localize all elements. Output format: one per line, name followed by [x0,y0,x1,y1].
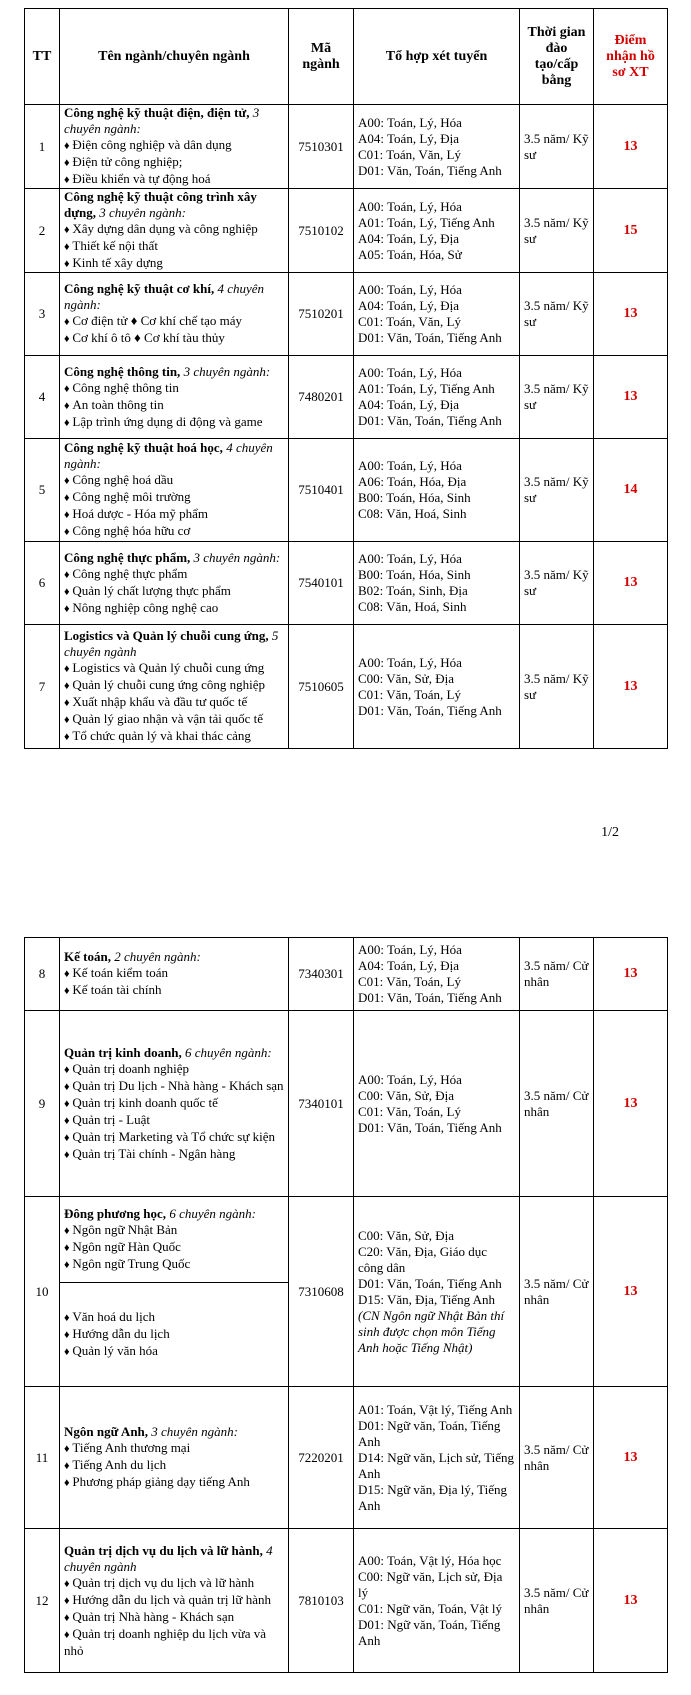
admission-combos [354,273,520,356]
major-title: Quản trị kinh doanh, [64,1044,182,1060]
specialization-item: ♦ Quản lý giao nhận và vận tải quốc tế [64,711,284,728]
admission-combos [354,1529,520,1673]
combo-item: C00: Ngữ văn, Lịch sử, Địa lý [358,1568,503,1600]
major-code: 7810103 [289,1529,354,1673]
combo-item: A01: Toán, Lý, Tiếng Anh [358,214,495,230]
major-specialization-count: 3 chuyên ngành: [148,1424,238,1439]
specialization-item: ♦ Ngôn ngữ Nhật Bản [64,1222,284,1239]
specialization-item: ♦ Quản trị Marketing và Tổ chức sự kiện [64,1129,284,1146]
specialization-item: ♦ Cơ điện tử ♦ Cơ khí chế tạo máy [64,313,284,330]
admission-combos [354,1387,520,1529]
specialization-item: ♦ Kế toán kiểm toán [64,965,284,982]
admission-score: 13 [594,625,668,749]
row-number: 2 [25,189,60,273]
combo-item: A00: Toán, Vật lý, Hóa học [358,1552,502,1568]
specialization-item: ♦ Quản trị doanh nghiệp [64,1061,284,1078]
specialization-item: ♦ Hướng dẫn du lịch [64,1326,284,1343]
specialization-item: ♦ Quản trị Du lịch - Nhà hàng - Khách sạn [64,1078,284,1095]
specialization-item: ♦ Xây dựng dân dụng và công nghiệp [64,221,284,238]
specialization-item: ♦ Kinh tế xây dựng [64,255,284,272]
training-duration: 3.5 năm/ Kỹ sư [520,189,594,273]
admission-score: 13 [594,273,668,356]
major-name-cell [60,273,289,356]
training-duration: 3.5 năm/ Cử nhân [520,1529,594,1673]
specialization-item: ♦ Quản lý chuỗi cung ứng công nghiệp [64,677,284,694]
major-title: Ngôn ngữ Anh, [64,1424,149,1439]
combo-item: A04: Toán, Lý, Địa [358,298,460,313]
admission-score: 13 [594,1197,668,1387]
specialization-item: ♦ Tiếng Anh thương mại [64,1440,284,1457]
table-row [25,1197,668,1283]
major-title: Đông phương học, [64,1206,167,1221]
table-header-row [25,9,668,105]
combo-item: D01: Văn, Toán, Tiếng Anh [358,990,502,1005]
major-code: 7510401 [289,439,354,542]
specialization-item: ♦ Quản trị kinh doanh quốc tế [64,1095,284,1112]
specialization-item: ♦ Thiết kế nội thất [64,238,284,255]
major-title: Công nghệ thông tin, [64,363,181,379]
majors-table-page-2 [24,937,668,1673]
combo-item: D01: Văn, Toán, Tiếng Anh [358,1275,502,1291]
admission-score: 13 [594,356,668,439]
major-specialization-count: 4 chuyên ngành: [64,440,273,471]
specialization-item: ♦ Quản lý chất lượng thực phẩm [64,583,284,600]
combo-item: A06: Toán, Hóa, Địa [358,474,467,489]
admission-combos [354,1197,520,1387]
combo-item: A04: Toán, Lý, Địa [358,397,460,412]
major-name-cell [60,439,289,542]
major-name-cell [60,625,289,749]
combo-item: C08: Văn, Hoá, Sinh [358,506,467,521]
major-specialization-count: 3 chuyên ngành: [64,105,260,136]
training-duration: 3.5 năm/ Kỹ sư [520,273,594,356]
specialization-item: ♦ Công nghệ môi trường [64,489,284,506]
major-code: 7340101 [289,1011,354,1197]
major-code: 7220201 [289,1387,354,1529]
training-duration: 3.5 năm/ Kỹ sư [520,542,594,625]
combo-item: A00: Toán, Lý, Hóa [358,365,462,380]
row-number: 6 [25,542,60,625]
specialization-item: ♦ Hoá dược - Hóa mỹ phẩm [64,506,284,523]
table-row [25,105,668,189]
combo-item: C01: Toán, Văn, Lý [358,146,461,162]
training-duration: 3.5 năm/ Kỹ sư [520,625,594,749]
table-row [25,1529,668,1673]
specialization-item: ♦ Điện tử công nghiệp; [64,154,284,171]
combo-item: A04: Toán, Lý, Địa [358,130,460,146]
major-specialization-count: 3 chuyên ngành: [96,205,186,220]
training-duration: 3.5 năm/ Cử nhân [520,938,594,1011]
major-code: 7340301 [289,938,354,1011]
combo-item: D01: Văn, Toán, Tiếng Anh [358,162,502,178]
major-name-cell [60,938,289,1011]
major-title: Quản trị dịch vụ du lịch và lữ hành, [64,1542,263,1558]
combo-item: A01: Toán, Vật lý, Tiếng Anh [358,1401,513,1417]
table-row [25,1387,668,1529]
specialization-item: ♦ Quản trị Tài chính - Ngân hàng [64,1146,284,1163]
admission-combos [354,938,520,1011]
major-code: 7540101 [289,542,354,625]
specialization-item: ♦ Tổ chức quản lý và khai thác cảng [64,728,284,745]
combo-item: C00: Văn, Sử, Địa [358,1227,455,1243]
major-name-cell [60,1283,289,1387]
specialization-item: ♦ Quản trị dịch vụ du lịch và lữ hành [64,1575,284,1592]
combo-note: (CN Ngôn ngữ Nhật Bản thí sinh được chọn môn Tiếng Anh hoặc Tiếng Nhật) [358,1307,505,1355]
admission-score: 13 [594,938,668,1011]
combo-item: A04: Toán, Lý, Địa [358,958,460,973]
row-number: 12 [25,1529,60,1673]
major-title: Công nghệ thực phẩm, [64,549,191,565]
admission-combos [354,625,520,749]
admission-score: 14 [594,439,668,542]
major-name-cell [60,542,289,625]
major-name-cell [60,1197,289,1283]
specialization-item: ♦ Quản trị doanh nghiệp du lịch vừa và nhỏ [64,1626,284,1659]
specialization-item: ♦ Quản trị Nhà hàng - Khách sạn [64,1609,284,1626]
table-row [25,439,668,542]
major-code: 7310608 [289,1197,354,1387]
combo-item: B02: Toán, Sinh, Địa [358,583,468,598]
specialization-item: ♦ Quản lý văn hóa [64,1343,284,1360]
combo-item: C01: Toán, Văn, Lý [358,314,461,329]
row-number: 11 [25,1387,60,1529]
major-name-cell [60,1387,289,1529]
row-number: 10 [25,1197,60,1387]
specialization-item: ♦ Quản trị - Luật [64,1112,284,1129]
admission-combos [354,542,520,625]
combo-item: A01: Toán, Lý, Tiếng Anh [358,381,495,396]
admission-combos [354,1011,520,1197]
row-number: 9 [25,1011,60,1197]
specialization-item: ♦ Văn hoá du lịch [64,1309,284,1326]
row-number: 1 [25,105,60,189]
combo-item: C01: Văn, Toán, Lý [358,686,461,702]
combo-item: A00: Toán, Lý, Hóa [358,282,462,297]
row-number: 3 [25,273,60,356]
majors-table-page-1 [24,8,668,749]
specialization-item: ♦ Nông nghiệp công nghệ cao [64,600,284,617]
major-specialization-count: 3 chuyên ngành: [190,549,281,565]
admission-score: 13 [594,1387,668,1529]
admission-score: 13 [594,1011,668,1197]
combo-item: C01: Văn, Toán, Lý [358,1103,461,1119]
combo-item: A05: Toán, Hóa, Sử [358,246,462,262]
row-number: 4 [25,356,60,439]
training-duration: 3.5 năm/ Cử nhân [520,1011,594,1197]
major-name-cell [60,189,289,273]
training-duration: 3.5 năm/ Cử nhân [520,1387,594,1529]
combo-item: D01: Văn, Toán, Tiếng Anh [358,1119,502,1135]
major-name-cell [60,105,289,189]
specialization-item: ♦ Kế toán tài chính [64,982,284,999]
combo-item: C00: Văn, Sử, Địa [358,1087,455,1103]
major-code: 7510605 [289,625,354,749]
major-code: 7510201 [289,273,354,356]
specialization-item: ♦ Điện công nghiệp và dân dụng [64,137,284,154]
major-specialization-count: 5 chuyên ngành [64,628,279,659]
combo-item: C01: Ngữ văn, Toán, Vật lý [358,1600,502,1616]
table-row [25,273,668,356]
combo-item: C08: Văn, Hoá, Sinh [358,599,467,614]
major-title: Kế toán, [64,949,111,964]
admission-combos [354,356,520,439]
training-duration: 3.5 năm/ Kỹ sư [520,356,594,439]
combo-item: A04: Toán, Lý, Địa [358,230,460,246]
specialization-item: ♦ Công nghệ hoá dầu [64,472,284,489]
major-title: Công nghệ kỹ thuật cơ khí, [64,281,215,296]
major-specialization-count: 2 chuyên ngành: [110,949,201,964]
specialization-item: ♦ An toàn thông tin [64,397,284,414]
training-duration: 3.5 năm/ Cử nhân [520,1197,594,1387]
table-row [25,189,668,273]
specialization-item: ♦ Lập trình ứng dụng di động và game [64,414,284,431]
major-code: 7510102 [289,189,354,273]
header-name: Tên ngành/chuyên ngành [60,9,289,105]
header-score: Điểm nhận hồ sơ XT [594,9,668,105]
combo-item: B00: Toán, Hóa, Sinh [358,490,471,505]
major-title: Công nghệ kỹ thuật công trình xây dựng, [64,189,257,220]
combo-item: C01: Văn, Toán, Lý [358,974,461,989]
major-specialization-count: 3 chuyên ngành: [180,363,271,379]
combo-item: D01: Văn, Toán, Tiếng Anh [358,702,502,718]
table-row [25,625,668,749]
table-row [25,1011,668,1197]
major-specialization-count: 4 chuyên ngành: [64,281,265,312]
specialization-item: ♦ Công nghệ hóa hữu cơ [64,523,284,540]
combo-item: D01: Ngữ văn, Toán, Tiếng Anh [358,1417,501,1449]
row-number: 8 [25,938,60,1011]
combo-item: A00: Toán, Lý, Hóa [358,458,462,473]
admission-score: 13 [594,1529,668,1673]
header-code: Mã ngành [289,9,354,105]
specialization-item: ♦ Công nghệ thông tin [64,380,284,397]
combo-item: A00: Toán, Lý, Hóa [358,1071,462,1087]
combo-item: C20: Văn, Địa, Giáo dục công dân [358,1243,488,1275]
specialization-item: ♦ Phương pháp giảng dạy tiếng Anh [64,1474,284,1491]
specialization-item: ♦ Xuất nhập khẩu và đầu tư quốc tế [64,694,284,711]
admission-combos [354,189,520,273]
row-number: 7 [25,625,60,749]
combo-item: D01: Ngữ văn, Toán, Tiếng Anh [358,1616,501,1648]
major-specialization-count: 6 chuyên ngành: [166,1206,256,1221]
major-name-cell [60,1011,289,1197]
training-duration: 3.5 năm/ Kỹ sư [520,105,594,189]
major-code: 7510301 [289,105,354,189]
admission-score: 13 [594,542,668,625]
table-row [25,938,668,1011]
major-title: Công nghệ kỹ thuật hoá học, [64,440,223,455]
specialization-item: ♦ Tiếng Anh du lịch [64,1457,284,1474]
specialization-item: ♦ Công nghệ thực phẩm [64,566,284,583]
major-title: Logistics và Quản lý chuỗi cung ứng, [64,628,269,643]
admission-score: 13 [594,105,668,189]
combo-item: D01: Văn, Toán, Tiếng Anh [358,330,502,345]
combo-item: C00: Văn, Sử, Địa [358,670,455,686]
row-number: 5 [25,439,60,542]
header-tt: TT [25,9,60,105]
specialization-item: ♦ Ngôn ngữ Hàn Quốc [64,1239,284,1256]
major-title: Công nghệ kỹ thuật điện, điện tử, [64,105,250,120]
header-duration: Thời gian đào tạo/cấp bằng [520,9,594,105]
major-specialization-count: 6 chuyên ngành: [181,1044,272,1060]
specialization-item: ♦ Cơ khí ô tô ♦ Cơ khí tàu thủy [64,330,284,347]
header-combo: Tổ hợp xét tuyển [354,9,520,105]
combo-item: D01: Văn, Toán, Tiếng Anh [358,413,502,428]
combo-item: D14: Ngữ văn, Lịch sử, Tiếng Anh [358,1449,515,1481]
major-code: 7480201 [289,356,354,439]
specialization-item: ♦ Hướng dẫn du lịch và quản trị lữ hành [64,1592,284,1609]
table-row [25,356,668,439]
combo-item: A00: Toán, Lý, Hóa [358,942,462,957]
combo-item: D15: Ngữ văn, Địa lý, Tiếng Anh [358,1481,507,1513]
specialization-item: ♦ Điều khiển và tự động hoá [64,171,284,188]
combo-item: A00: Toán, Lý, Hóa [358,551,462,566]
admission-combos [354,105,520,189]
admission-combos [354,439,520,542]
admission-score: 15 [594,189,668,273]
combo-item: A00: Toán, Lý, Hóa [358,114,462,130]
combo-item: A00: Toán, Lý, Hóa [358,654,462,670]
specialization-item: ♦ Ngôn ngữ Trung Quốc [64,1256,284,1273]
table-row [25,542,668,625]
page-number: 1/2 [601,825,619,840]
combo-item: B00: Toán, Hóa, Sinh [358,567,471,582]
major-name-cell [60,1529,289,1673]
combo-item: D15: Văn, Địa, Tiếng Anh [358,1291,495,1307]
specialization-item: ♦ Logistics và Quản lý chuỗi cung ứng [64,660,284,677]
major-specialization-count: 4 chuyên ngành [64,1542,273,1574]
major-name-cell [60,356,289,439]
combo-item: A00: Toán, Lý, Hóa [358,198,462,214]
training-duration: 3.5 năm/ Kỹ sư [520,439,594,542]
